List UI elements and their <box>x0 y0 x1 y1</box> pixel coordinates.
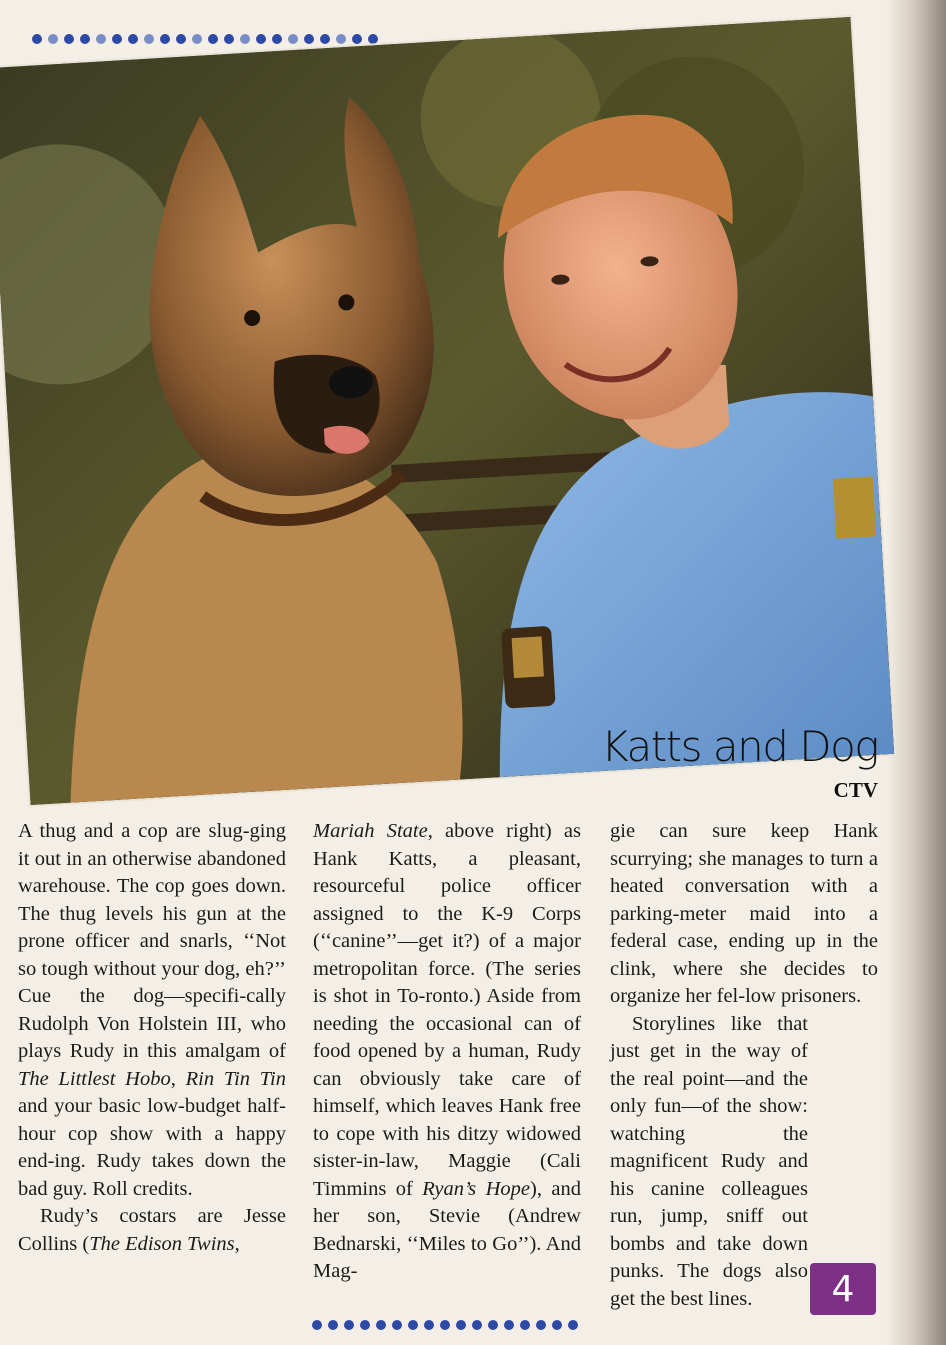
decorative-dot <box>352 34 362 44</box>
decorative-dot <box>32 34 42 44</box>
decorative-dot <box>520 1320 530 1330</box>
article-title: Katts and Dog <box>601 722 878 771</box>
decorative-dots-top <box>32 34 378 44</box>
col1-para2: Rudy’s costars are Jesse Collins ( <box>18 1205 286 1255</box>
col3-para2: Storylines like that just get in the way of the real point—and the only fun—of the show: watching the magnificent Rudy and his canine colleagues run, jump, sniff out bombs and take down punks. The dogs also get the best lines. <box>610 1012 808 1310</box>
col1-text-sep: , <box>170 1067 186 1090</box>
decorative-dot <box>176 34 186 44</box>
decorative-dot <box>488 1320 498 1330</box>
article-column-3 <box>610 818 878 1313</box>
decorative-dot <box>368 34 378 44</box>
decorative-dot <box>376 1320 386 1330</box>
decorative-dot <box>456 1320 466 1330</box>
decorative-dot <box>312 1320 322 1330</box>
col3-para1: gie can sure keep Hank scurrying; she manages to turn a heated conversation with a parking-meter maid into a federal case, ending up in the clink, where she decides to organize her fel-low prisoners. <box>610 820 878 1007</box>
col2-italic-title-2: Ryan’s Hope <box>422 1177 530 1200</box>
decorative-dot <box>424 1320 434 1330</box>
col2-text-2: ), and her son, Stevie (Andrew Bednarski, ‘‘Miles to Go’’). And Mag- <box>313 1177 581 1282</box>
decorative-dot <box>536 1320 546 1330</box>
decorative-dot <box>64 34 74 44</box>
decorative-dot <box>192 34 202 44</box>
decorative-dot <box>344 1320 354 1330</box>
decorative-dot <box>392 1320 402 1330</box>
decorative-dot <box>208 34 218 44</box>
decorative-dot <box>128 34 138 44</box>
col2-text-1: , above right) as Hank Katts, a pleasant, resourceful police officer assigned to the K-9 Corps (‘‘canine’’—get it?) of a major metropolitan force. (The series is shot in To-ronto.) Aside from needing the occasional can of food opened by a human, Rudy can obviously take care of himself, which leaves Hank free to cope with his ditzy widowed sister-in-law, Maggie (Cali Timmins of <box>313 820 581 1200</box>
decorative-dot <box>256 34 266 44</box>
decorative-dot <box>408 1320 418 1330</box>
network-label: CTV <box>833 778 878 802</box>
decorative-dot <box>504 1320 514 1330</box>
decorative-dot <box>336 34 346 44</box>
decorative-dot <box>96 34 106 44</box>
page-gutter-shadow <box>886 0 946 1345</box>
decorative-dot <box>112 34 122 44</box>
col1-italic-title-1: The Littlest Hobo <box>18 1067 171 1090</box>
decorative-dot <box>160 34 170 44</box>
decorative-dot <box>472 1320 482 1330</box>
decorative-dot <box>224 34 234 44</box>
decorative-dot <box>304 34 314 44</box>
decorative-dot <box>552 1320 562 1330</box>
decorative-dot <box>80 34 90 44</box>
decorative-dot <box>240 34 250 44</box>
decorative-dot <box>568 1320 578 1330</box>
col1-text: A thug and a cop are slug-ging it out in an otherwise abandoned warehouse. The cop goes down. The thug levels his gun at the prone officer and snarls, ‘‘Not so tough without your dog, eh?’’ Cue the dog—specifi-cally Rudolph Von Holstein III, who plays Rudy in this amalgam of <box>18 820 286 1062</box>
col1-para2-end: , <box>234 1232 240 1255</box>
article-column-1 <box>18 818 286 1258</box>
decorative-dot <box>440 1320 450 1330</box>
col1-italic-title-2: Rin Tin Tin <box>185 1067 287 1090</box>
photo-dog-and-officer <box>0 17 894 805</box>
decorative-dot <box>320 34 330 44</box>
col2-italic-title-1: Mariah State <box>313 820 428 842</box>
decorative-dot <box>48 34 58 44</box>
decorative-dots-bottom <box>312 1320 578 1330</box>
decorative-dot <box>144 34 154 44</box>
article-photo <box>0 17 894 805</box>
rating-badge: 4 <box>810 1263 876 1315</box>
decorative-dot <box>288 34 298 44</box>
decorative-dot <box>328 1320 338 1330</box>
decorative-dot <box>272 34 282 44</box>
col1-italic-title-3: The Edison Twins <box>89 1232 235 1255</box>
decorative-dot <box>360 1320 370 1330</box>
col1-text-end: and your basic low-budget half-hour cop show with a happy end-ing. Rudy takes down the bad guy. Roll credits. <box>18 1095 286 1200</box>
article-column-2 <box>313 818 581 1286</box>
